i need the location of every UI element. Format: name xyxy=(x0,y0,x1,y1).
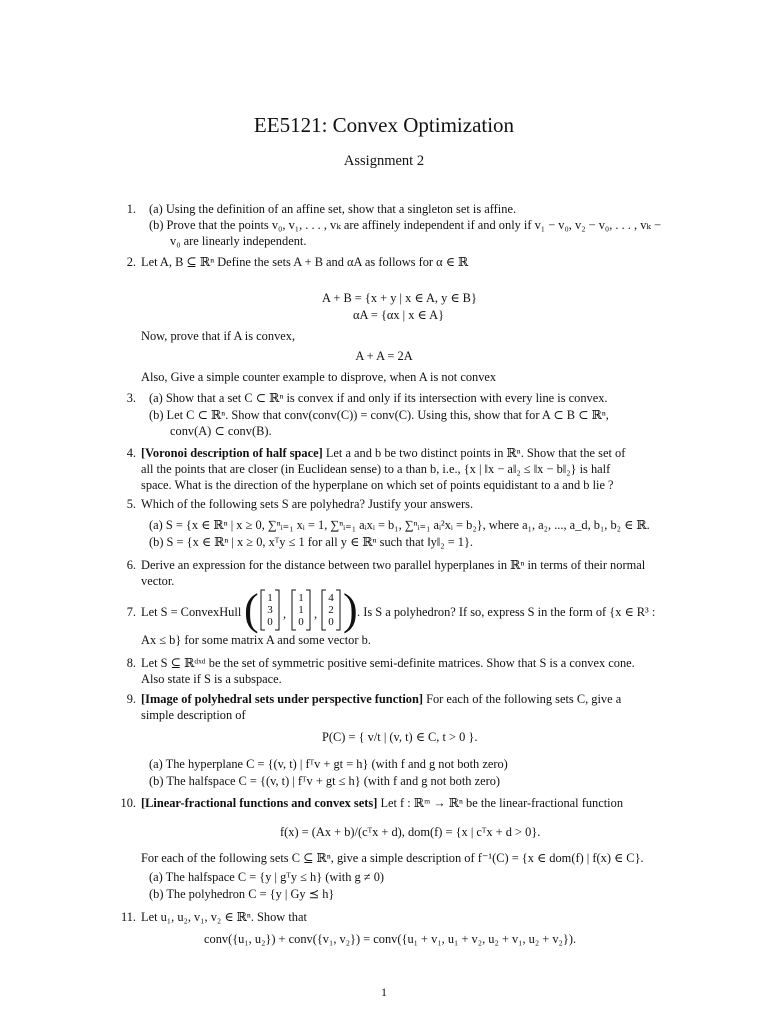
question-8-line1: Let S ⊆ ℝᵈˣᵈ be the set of symmetric positive semi-definite matrices. Show that S is a convex cone. xyxy=(141,656,635,670)
question-8-number: 8. xyxy=(126,656,136,670)
question-9a: (a) The hyperplane C = {(v, t) | fᵀv + gt = h} (with f and g not both zero) xyxy=(149,757,508,771)
question-2-number: 2. xyxy=(126,255,136,269)
question-10-equation: f(x) = (Ax + b)/(cᵀx + d), dom(f) = {x | cᵀx + d > 0}. xyxy=(280,825,541,839)
question-1a: (a) Using the definition of an affine set, show that a singleton set is affine. xyxy=(149,202,517,216)
question-7-pre: Let S = ConvexHull xyxy=(141,605,242,619)
question-10-number: 10. xyxy=(120,796,136,810)
page-number: 1 xyxy=(381,985,387,999)
question-9b: (b) The halfspace C = {(v, t) | fᵀv + gt ≤ h} (with f and g not both zero) xyxy=(149,774,501,788)
question-2-equation-scale: αA = {αx | x ∈ A} xyxy=(353,308,445,322)
question-10-line1 xyxy=(141,795,623,811)
question-5-number: 5. xyxy=(126,497,136,511)
question-2-also: Also, Give a simple counter example to disprove, when A is not convex xyxy=(141,370,497,384)
question-11-number: 11. xyxy=(120,910,136,924)
vector-1-entry: 1 xyxy=(267,592,273,604)
right-paren-icon: ) xyxy=(343,585,358,634)
question-3-number: 3. xyxy=(126,391,136,405)
question-9-line1-text: For each of the following sets C, give a xyxy=(426,692,622,706)
question-5a: (a) S = {x ∈ ℝⁿ | x ≥ 0, ∑ⁿᵢ₌₁ xᵢ = 1, ∑ⁿᵢ₌₁ aᵢxᵢ = b₁, ∑ⁿᵢ₌₁ aᵢ²xᵢ = b₂}, where a₁, a₂, ..., a_d, b₁, b₂ ∈ ℝ. xyxy=(149,518,650,532)
question-1b-line2: v₀ are linearly independent. xyxy=(170,234,307,248)
question-10b: (b) The polyhedron C = {y | Gy ⪯ h} xyxy=(149,887,335,901)
vector-2-entry: 0 xyxy=(298,616,304,628)
document-title: EE5121: Convex Optimization xyxy=(253,113,515,137)
vector-1 xyxy=(262,592,278,628)
question-9-line1 xyxy=(141,691,621,707)
question-5-intro: Which of the following sets S are polyhedra? Justify your answers. xyxy=(141,497,474,511)
vector-separator: , xyxy=(314,607,318,621)
question-3a: (a) Show that a set C ⊂ ℝⁿ is convex if and only if its intersection with every line is convex. xyxy=(149,391,608,405)
vector-3 xyxy=(323,592,339,628)
vector-3-entry: 2 xyxy=(328,604,334,616)
question-3b-line1: (b) Let C ⊂ ℝⁿ. Show that conv(conv(C)) = conv(C). Using this, show that for A ⊂ B ⊂ ℝⁿ, xyxy=(149,408,609,422)
question-11-equation: conv({u₁, u₂}) + conv({v₁, v₂}) = conv({u₁ + v₁, u₁ + v₂, u₂ + v₁, u₂ + v₂}). xyxy=(204,932,577,946)
question-9-equation: P(C) = { v/t | (v, t) ∈ C, t > 0 }. xyxy=(322,730,478,744)
question-4-line1 xyxy=(141,445,625,461)
question-9-line2: simple description of xyxy=(141,708,246,722)
question-2-equation-sum: A + B = {x + y | x ∈ A, y ∈ B} xyxy=(322,291,477,305)
question-4-number: 4. xyxy=(126,446,136,460)
question-5b: (b) S = {x ∈ ℝⁿ | x ≥ 0, xᵀy ≤ 1 for all y ∈ ℝⁿ such that ‖y‖₂ = 1}. xyxy=(149,535,474,549)
question-4-heading: [Voronoi description of half space] xyxy=(141,446,323,460)
question-2-now: Now, prove that if A is convex, xyxy=(141,329,296,343)
question-9-number: 9. xyxy=(126,692,136,706)
question-9-heading: [Image of polyhedral sets under perspective function] xyxy=(141,692,423,706)
question-1b-line1: (b) Prove that the points v₀, v₁, . . . , vₖ are affinely independent if and only if v₁ − v₀, v₂ − v₀, . . . , vₖ − xyxy=(149,218,661,232)
question-4-line2: all the points that are closer (in Euclidean sense) to a than b, i.e., {x | ‖x − a‖₂ ≤ ‖x − b‖₂} is half xyxy=(141,462,611,476)
question-4-line3: space. What is the direction of the hyperplane on which set of points equidistant to a and b lie ? xyxy=(141,478,614,492)
question-7-line2: Ax ≤ b} for some matrix A and some vector b. xyxy=(141,633,371,647)
vector-2-entry: 1 xyxy=(298,592,304,604)
question-7-post: . Is S a polyhedron? If so, express S in the form of {x ∈ R³ : xyxy=(357,605,656,619)
question-2-intro: Let A, B ⊆ ℝⁿ Define the sets A + B and αA as follows for α ∈ ℝ xyxy=(141,255,469,269)
question-7-number: 7. xyxy=(126,605,136,619)
question-10a: (a) The halfspace C = {y | gᵀy ≤ h} (with g ≠ 0) xyxy=(149,870,385,884)
question-10-line2: For each of the following sets C ⊆ ℝⁿ, give a simple description of f⁻¹(C) = {x ∈ dom(f) | f(x) ∈ C}. xyxy=(141,851,644,865)
question-6-number: 6. xyxy=(126,558,136,572)
question-2-equation-double: A + A = 2A xyxy=(355,349,413,363)
question-3b-line2: conv(A) ⊂ conv(B). xyxy=(170,424,272,438)
question-10-line1-text: Let f : ℝᵐ → ℝⁿ be the linear-fractional function xyxy=(380,796,624,810)
question-8-line2: Also state if S is a subspace. xyxy=(141,672,282,686)
vector-1-entry: 0 xyxy=(267,616,273,628)
left-paren-icon: ( xyxy=(244,585,259,634)
question-4-line1-text: Let a and b be two distinct points in ℝⁿ. Show that the set of xyxy=(325,446,626,460)
vector-separator: , xyxy=(283,607,287,621)
question-6-line2: vector. xyxy=(141,574,175,588)
vector-2 xyxy=(293,592,309,628)
question-6-line1: Derive an expression for the distance between two parallel hyperplanes in ℝⁿ in terms of their normal xyxy=(141,558,646,572)
vector-2-entry: 1 xyxy=(298,604,304,616)
vector-3-entry: 4 xyxy=(328,592,334,604)
question-10-heading: [Linear-fractional functions and convex sets] xyxy=(141,796,378,810)
question-1-number: 1. xyxy=(126,202,136,216)
question-11-line1: Let u₁, u₂, v₁, v₂ ∈ ℝⁿ. Show that xyxy=(141,910,307,924)
document-subtitle: Assignment 2 xyxy=(343,153,425,169)
vector-3-entry: 0 xyxy=(328,616,334,628)
vector-1-entry: 3 xyxy=(267,604,273,616)
